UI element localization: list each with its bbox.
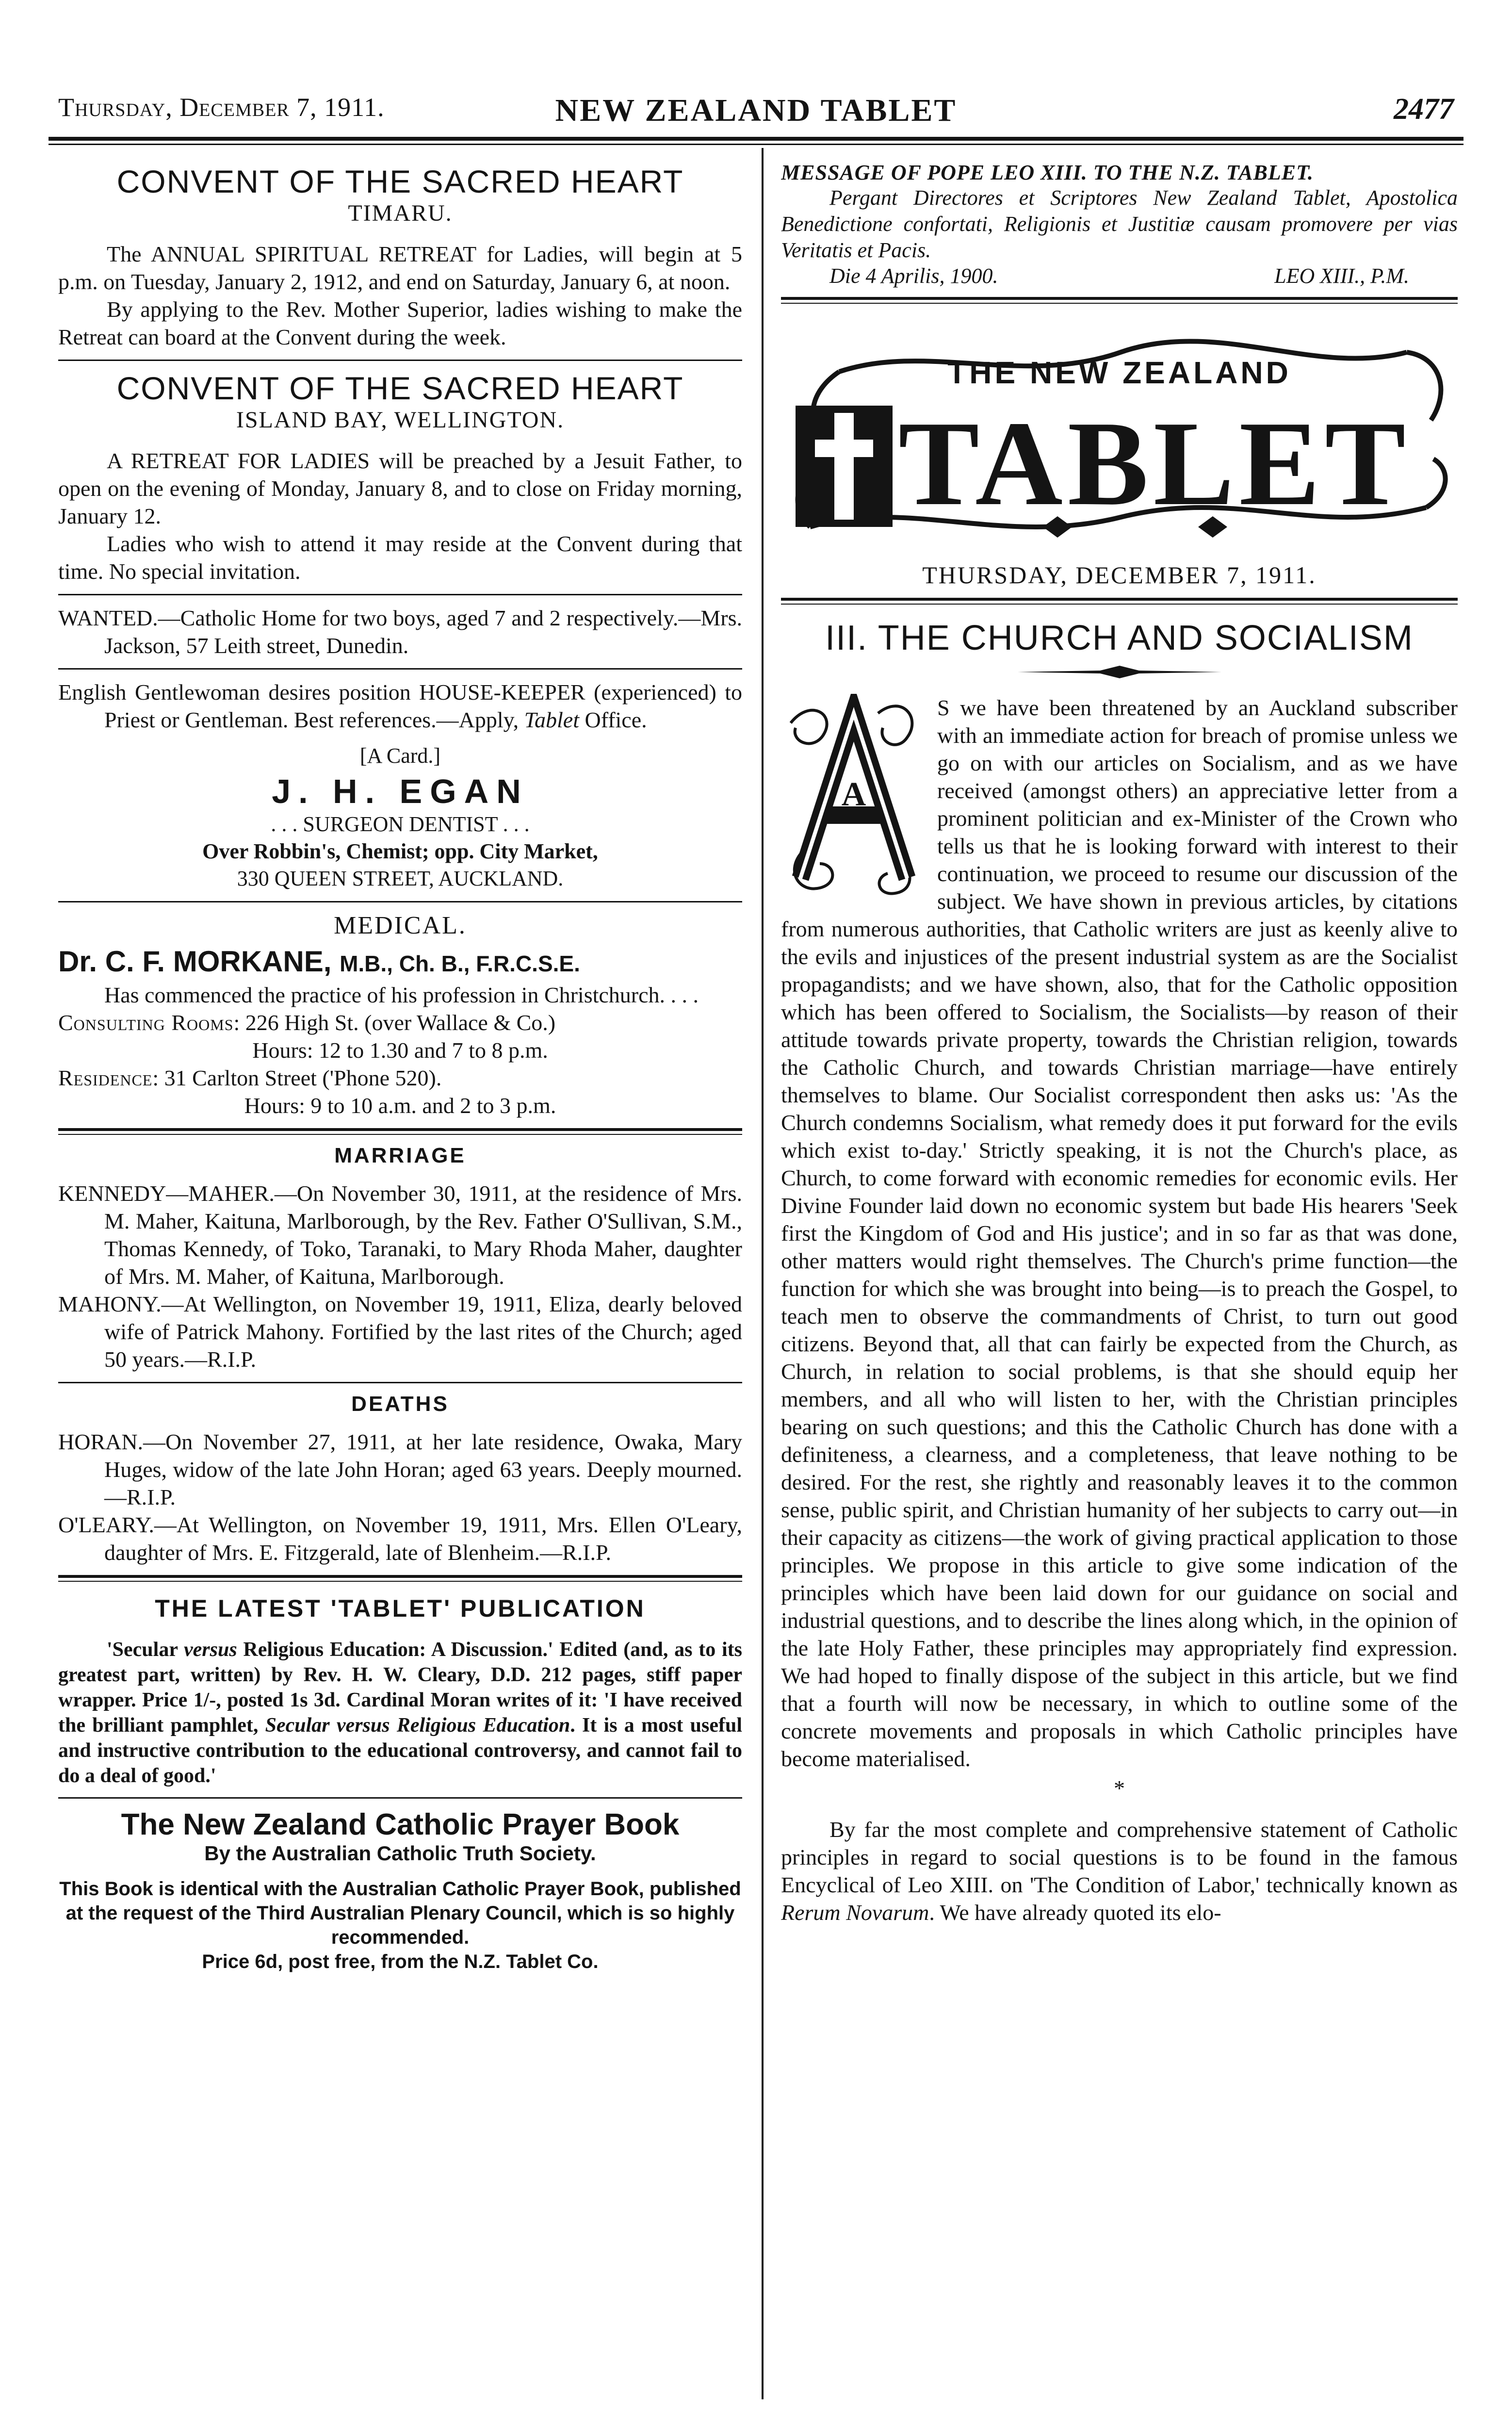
divider-thin	[58, 1134, 742, 1135]
prayer-book-sub: By the Australian Catholic Truth Society.	[204, 1842, 596, 1865]
deaths-section	[58, 1392, 742, 1566]
medical-residence-text: : 31 Carlton Street ('Phone 520).	[152, 1065, 442, 1090]
medical-residence-label: Residence	[58, 1065, 153, 1090]
divider	[58, 594, 742, 595]
classified-housekeeper-text: English Gentlewoman desires position HOUSE-KEEPER (experienced) to Priest or Gentleman. Best references.—Apply,	[58, 680, 742, 732]
article-title: III. THE CHURCH AND SOCIALISM	[825, 619, 1414, 657]
papal-message-date: Die 4 Aprilis, 1900.	[829, 264, 998, 288]
latest-publication	[58, 1594, 742, 1788]
newspaper-page	[49, 0, 1463, 2426]
masthead-page-number: 2477	[1394, 93, 1454, 126]
masthead	[49, 92, 1463, 136]
marriage-entry: KENNEDY—MAHER.—On November 30, 1911, at the residence of Mrs. M. Maher, Kaituna, Marlborough, by the Rev. Father O'Sullivan, S.M., Thomas Kennedy, of Toko, Taranaki, to Mary Rhoda Maher, daughter of Mrs. M. Maher, of Kaituna, Marlborough.	[58, 1181, 742, 1289]
card-address2: 330 QUEEN STREET, AUCKLAND.	[237, 867, 564, 890]
latest-text-versus: versus	[183, 1639, 237, 1661]
card-label: [A Card.]	[359, 744, 441, 768]
dropcap-ornament	[781, 694, 927, 898]
left-column	[58, 160, 742, 2416]
papal-message-body: Pergant Directores et Scriptores New Zealand Tablet, Apostolica Benedictione confortati, Religionis et Justitiæ causam promovere per vias Veritatis et Pacis.	[781, 186, 1458, 262]
latest-heading: THE LATEST 'TABLET' PUBLICATION	[155, 1595, 646, 1622]
prayer-book-line1: This Book is identical with the Australian Catholic Prayer Book, published at the request of the Third Australian Plenary Council, which is so highly recommended.	[59, 1878, 741, 1948]
doctor-quals: M.B., Ch. B., F.R.C.S.E.	[340, 951, 580, 976]
section-asterisk: *	[1114, 1776, 1125, 1801]
divider	[58, 1382, 742, 1383]
notice-island-bay-title: CONVENT OF THE SACRED HEART	[116, 370, 684, 406]
divider-thick	[781, 598, 1458, 601]
divider-thick	[58, 1575, 742, 1578]
medical-line1-text: Has commenced the practice of his profession in Christchurch. . . .	[104, 983, 699, 1007]
divider	[58, 1797, 742, 1799]
notice-timaru	[58, 163, 742, 351]
notice-island-bay-para1: A RETREAT FOR LADIES will be preached by a Jesuit Father, to open on the evening of Monday, January 8, and to close on Friday morning, January 12.	[58, 448, 742, 528]
doctor-name-text: Dr. C. F. MORKANE,	[58, 945, 332, 978]
classified-housekeeper-tail: Office.	[579, 707, 647, 732]
medical-line1	[58, 981, 742, 1009]
latest-text-a: 'Secular	[107, 1639, 184, 1661]
death-entry: O'LEARY.—At Wellington, on November 19, 1911, Mrs. Ellen O'Leary, daughter of Mrs. E. Fitzgerald, late of Blenheim.—R.I.P.	[58, 1512, 742, 1565]
issue-date: THURSDAY, DECEMBER 7, 1911.	[922, 561, 1317, 589]
dropcap-letter: A	[841, 776, 866, 813]
deaths-heading: DEATHS	[351, 1392, 449, 1416]
notice-island-bay-place: ISLAND BAY, WELLINGTON.	[236, 407, 565, 433]
latest-text-c: . It is a most useful and instructive contribution to the educational controversy, and cannot fail to do a deal of good.'	[58, 1714, 742, 1787]
title-ornament	[1018, 665, 1221, 679]
article-church-socialism	[781, 618, 1458, 1926]
classified-wanted: WANTED.—Catholic Home for two boys, aged 7 and 2 respectively.—Mrs. Jackson, 57 Leith street, Dunedin.	[58, 606, 742, 658]
divider-thick	[58, 1128, 742, 1131]
latest-body	[58, 1637, 742, 1788]
article-first-paragraph	[781, 694, 1458, 1772]
medical-notice	[58, 911, 742, 1119]
medical-rooms	[58, 1009, 742, 1036]
logo-subtitle: THE NEW ZEALAND	[947, 355, 1291, 390]
right-column	[781, 160, 1458, 2416]
marriage-section	[58, 1144, 742, 1373]
medical-hours2: Hours: 9 to 10 a.m. and 2 to 3 p.m.	[244, 1093, 556, 1118]
prayer-book-heading: The New Zealand Catholic Prayer Book	[121, 1808, 680, 1841]
papal-message-signature: LEO XIII., P.M.	[1274, 264, 1409, 288]
notice-island-bay-para2: Ladies who wish to attend it may reside at the Convent during that time. No special invitation.	[58, 531, 742, 584]
notice-island-bay	[58, 370, 742, 585]
article-p2-text-a: By far the most complete and comprehensive statement of Catholic principles in regard to social questions is to be found in the famous Encyclical of Leo XIII. on 'The Condition of Labor,' technically known as	[781, 1817, 1458, 1897]
card-address1: Over Robbin's, Chemist; opp. City Market,	[202, 839, 598, 863]
papal-message	[781, 160, 1458, 288]
masthead-rule	[49, 137, 1463, 141]
prayer-book-notice	[58, 1807, 742, 1974]
latest-text-title: Secular versus Religious Education	[265, 1714, 570, 1737]
medical-rooms-label: Consulting Rooms	[58, 1010, 234, 1035]
card-title: . . . SURGEON DENTIST . . .	[271, 812, 530, 836]
notice-timaru-para1: The ANNUAL SPIRITUAL RETREAT for Ladies, will begin at 5 p.m. on Tuesday, January 2, 1912, and end on Saturday, January 6, at noon.	[58, 242, 742, 294]
papal-message-title: MESSAGE OF POPE LEO XIII. TO THE N.Z. TABLET.	[781, 161, 1314, 184]
article-paragraph-2	[781, 1816, 1458, 1926]
divider	[58, 360, 742, 361]
masthead-rule-thin	[49, 144, 1463, 145]
notice-timaru-title: CONVENT OF THE SACRED HEART	[116, 164, 684, 199]
article-p2-title: Rerum Novarum	[781, 1900, 929, 1925]
papal-message-footer	[781, 263, 1458, 288]
divider-thin	[58, 1581, 742, 1582]
masthead-date: Thursday, December 7, 1911.	[58, 93, 385, 122]
notice-timaru-place: TIMARU.	[348, 200, 453, 226]
medical-rooms-text: : 226 High St. (over Wallace & Co.)	[233, 1010, 556, 1035]
masthead-paper-title: NEW ZEALAND TABLET	[555, 93, 957, 128]
logo-wordmark: TABLET	[898, 396, 1411, 531]
divider	[58, 668, 742, 670]
divider	[58, 901, 742, 902]
divider-thin	[781, 604, 1458, 605]
divider-thick	[781, 297, 1458, 300]
card-name: J. H. EGAN	[272, 772, 529, 810]
medical-residence	[58, 1064, 742, 1092]
medical-hours1: Hours: 12 to 1.30 and 7 to 8 p.m.	[252, 1038, 548, 1063]
medical-doctor-name	[58, 945, 742, 978]
divider-thin	[781, 303, 1458, 304]
article-paragraph-1: S we have been threatened by an Auckland subscriber with an immediate action for breach of promise unless we go on with our articles on Socialism, and as we have received (amongst others) an appreciative letter from a prominent politician and ex-Minister of the Crown who tells us that he is looking forward with interest to their continuation, we proceed to resume our discussion of the subject. We have shown in previous articles, by citations from numerous authorities, that Catholic writers are just as keenly alive to the evils and injustices of the present industrial system as are the Socialist propagandists; and we have shown, also, that for the Catholic opposition which has been offered to Socialism, the Socialists—by reason of their attitude towards private property, towards the Christian religion, towards the Catholic Church, and towards Christian marriage—have entirely themselves to blame. Our Socialist correspondent then asks us: 'As the Church condemns Socialism, what remedy does it put forward for the evils which exist to-day.' Strictly speaking, it is not the Church's place, as Church, to come forward with economic remedies for economic evils. Her Divine Founder laid down no economic system but bade His hearers 'Seek first the Kingdom of God and His justice'; and in so far as that was done, other matters would right themselves. The Church's prime function—the function for which she was brought into being—is to preach the Gospel, to teach men to observe the commandments of Christ, to turn out good citizens. Beyond that, all that can fairly be expected from the Church, as Church, in relation to social problems, is that she should equip her members, and all who will listen to her, with the Christian principles bearing on such questions; and this the Catholic Church has done with a definiteness, a clearness, and a completeness, that leave nothing to be desired. For the rest, she rightly and reasonably leaves it to the common sense, public spirit, and Christian humanity of her subjects to carry out—in their capacity as citizens—the work of giving practical application to those principles. We propose in this article to give some indication of the principles which have been laid down for our guidance on social and industrial questions, and to describe the lines along which, in the opinion of the late Holy Father, these principles may appropriately find expression. We had hoped to finally dispose of the subject in this article, but we find that a fourth will now be necessary, in which to outline some of the concrete movements and proposals in which Catholic principles have become materialised.	[781, 695, 1458, 1771]
column-divider	[762, 148, 764, 2399]
classified-housekeeper	[58, 678, 742, 734]
medical-heading: MEDICAL.	[334, 912, 467, 939]
article-p2-text-b: . We have already quoted its elo-	[929, 1900, 1221, 1925]
marriage-heading: MARRIAGE	[334, 1144, 466, 1167]
prayer-book-line2: Price 6d, post free, from the N.Z. Tablet Co.	[202, 1951, 599, 1972]
dentist-card	[58, 743, 742, 892]
classified-housekeeper-office: Tablet	[524, 707, 579, 732]
death-entry: HORAN.—On November 27, 1911, at her late residence, Owaka, Mary Huges, widow of the late John Horan; aged 63 years. Deeply mourned.—R.I.P.	[58, 1429, 742, 1509]
latest-text-b: Religious Education: A Discussion.' Edited (and, as to its greatest part, written) by Rev. H. W. Cleary, D.D. 212 pages, stiff paper wrapper. Price 1/-, posted 1s 3d. Cardinal Moran writes of it: 'I have received the brilliant pamphlet,	[58, 1639, 742, 1737]
tablet-logo	[781, 323, 1458, 551]
marriage-entry: MAHONY.—At Wellington, on November 19, 1911, Eliza, dearly beloved wife of Patrick Mahony. Fortified by the last rites of the Church; aged 50 years.—R.I.P.	[58, 1292, 742, 1372]
notice-timaru-para2: By applying to the Rev. Mother Superior, ladies wishing to make the Retreat can board at the Convent during the week.	[58, 297, 742, 349]
